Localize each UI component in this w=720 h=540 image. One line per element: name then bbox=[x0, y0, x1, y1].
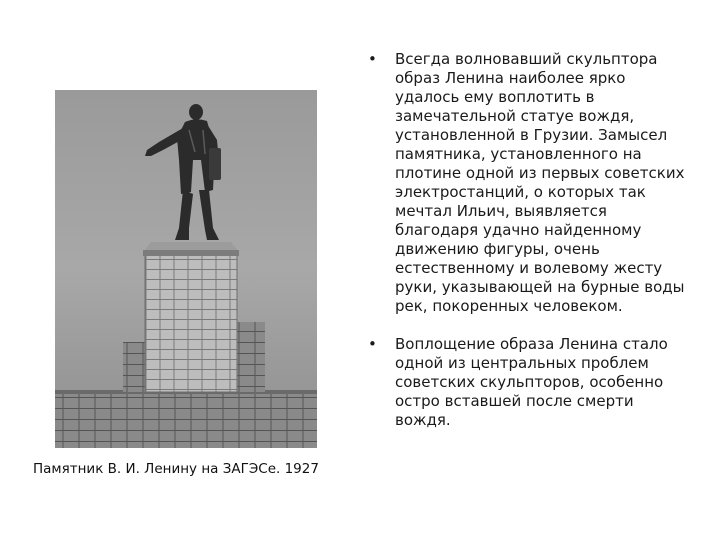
photo-caption: Памятник В. И. Ленину на ЗАГЭСе. 1927 bbox=[33, 461, 319, 477]
bullet-text: Воплощение образа Ленина стало одной из центральных проблем советских скульпторов, особенно остро вставшей после смерти вождя. bbox=[395, 335, 668, 429]
monument-photo bbox=[55, 90, 317, 448]
bullet-marker: • bbox=[368, 335, 377, 353]
bullet-list bbox=[368, 50, 693, 430]
bullet-marker: • bbox=[368, 50, 377, 68]
bullet-item bbox=[368, 335, 693, 430]
bullet-item bbox=[368, 50, 693, 316]
bullet-text: Всегда волновавший скульптора образ Ленина наиболее ярко удалось ему воплотить в замечательной статуе вождя, установленной в Грузии. Замысел памятника, установленного на плотине одной из первых советских электростанций, о которых так мечтал Ильич, выявляется благодаря удачно найденному движению фигуры, очень естественному и волевому жесту руки, указывающей на бурные воды рек, покоренных человеком. bbox=[395, 50, 685, 315]
